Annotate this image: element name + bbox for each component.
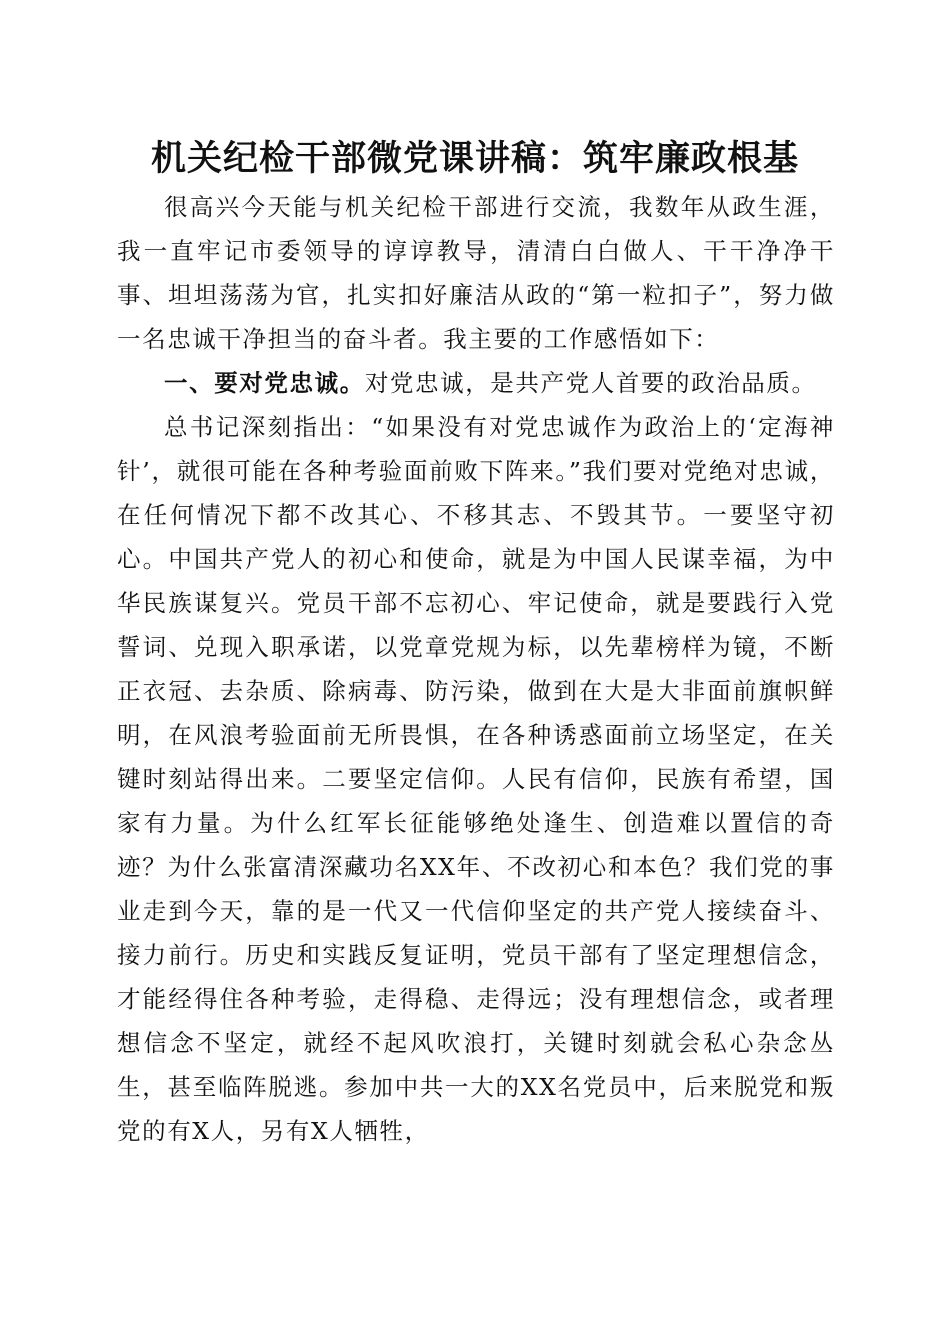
body-paragraph: 总书记深刻指出：“如果没有对党忠诚作为政治上的‘定海神针’，就很可能在各种考验面前败下阵来。”我们要对党绝对忠诚，在任何情况下都不改其心、不移其志、不毁其节。一要坚守初心。中国共产党人的初心和使命，就是为中国人民谋幸福，为中华民族谋复兴。党员干部不忘初心、牢记使命，就是要践行入党誓词、兑现入职承诺，以党章党规为标，以先辈榜样为镜，不断正衣冠、去杂质、除病毒、防污染，做到在大是大非面前旗帜鲜明，在风浪考验面前无所畏惧，在各种诱惑面前立场坚定，在关键时刻站得出来。二要坚定信仰。人民有信仰，民族有希望，国家有力量。为什么红军长征能够绝处逢生、创造难以置信的奇迹？为什么张富清深藏功名XX年、不改初心和本色？我们党的事业走到今天，靠的是一代又一代信仰坚定的共产党人接续奋斗、接力前行。历史和实践反复证明，党员干部有了坚定理想信念，才能经得住各种考验，走得稳、走得远；没有理想信念，或者理想信念不坚定，就经不起风吹浪打，关键时刻就会私心杂念丛生，甚至临阵脱逃。参加中共一大的XX名党员中，后来脱党和叛党的有X人，另有X人牺牲， [117,413,835,1145]
intro-paragraph: 很高兴今天能与机关纪检干部进行交流，我数年从政生涯，我一直牢记市委领导的谆谆教导，清清白白做人、干干净净干事、坦坦荡荡为官，扎实扣好廉洁从政的“第一粒扣子”，努力做一名忠诚干净担当的奋斗者。我主要的工作感悟如下： [117,193,835,353]
section-one-heading: 一、要对党忠诚。 [164,369,365,397]
section-one-lead: 对党忠诚，是共产党人首要的政治品质。 [364,369,817,397]
section-one-paragraph [117,361,835,405]
document-title: 机关纪检干部微党课讲稿：筑牢廉政根基 [150,138,799,179]
document-body [117,185,835,1153]
